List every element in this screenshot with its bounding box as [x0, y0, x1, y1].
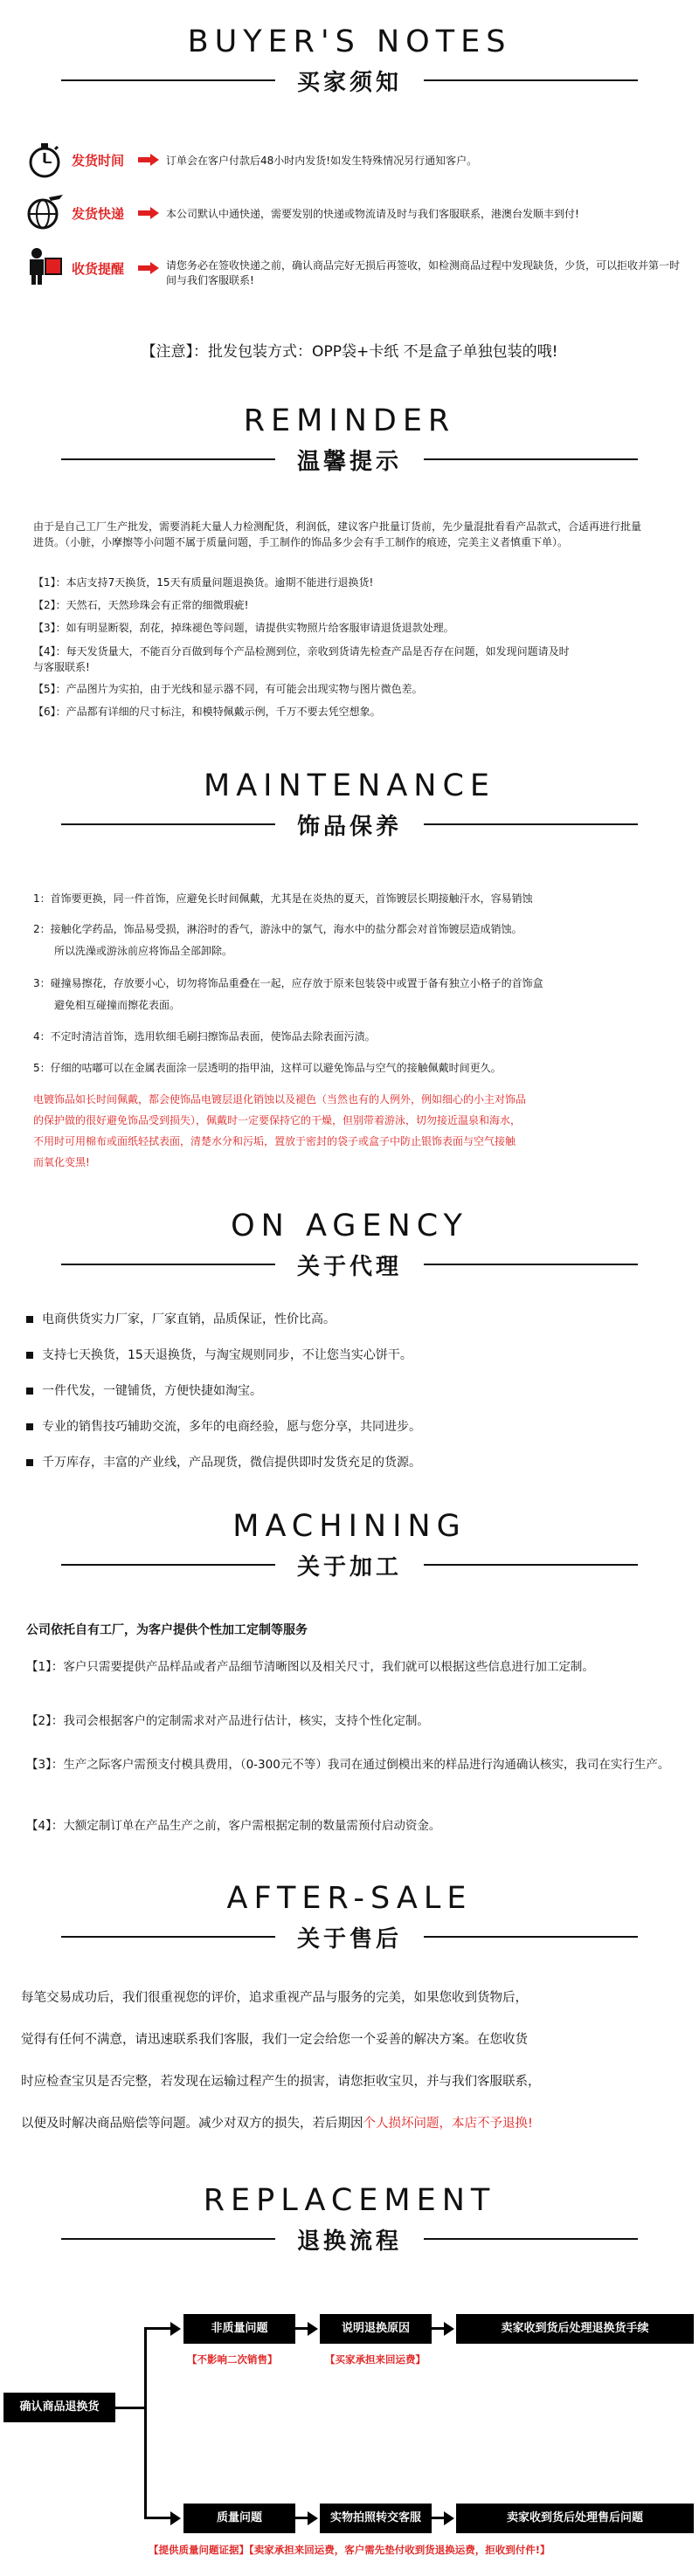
flow-seller-after-sale-box: 卖家收到货后处理售后问题	[456, 2504, 694, 2533]
notes-label-1: 发货时间	[72, 153, 125, 169]
agency-item-4: 专业的销售技巧辅助交流，多年的电商经验，愿与您分享，共同进步。	[26, 1417, 421, 1435]
replacement-cn-title: 退换流程	[0, 2223, 699, 2253]
maintenance-en-title: MAINTENANCE	[204, 768, 495, 803]
after-sale-line-3: 时应检查宝贝是否完整，若发现在运输过程产生的损害，请您拒收宝贝，并与我们客服联系，	[21, 2075, 541, 2089]
notes-text-3: 请您务必在签收快递之前，确认商品完好无损后再签收，如检测商品过程中发现缺货，少货，可以拒收并第一时间与我们客服联系!	[166, 259, 681, 286]
machining-item-2: 【2】：我司会根据客户的定制需求对产品进行估计，核实，支持个性化定制。	[26, 1714, 429, 1728]
reminder-item-3: 【3】：如有明显断裂，刮花，掉珠褪色等问题，请提供实物照片给客服审请退货退款处理。	[33, 622, 454, 634]
delivery-person-icon	[24, 246, 65, 286]
reminder-item-5: 【5】：产品图片为实拍，由于光线和显示器不同，有可能会出现实物与图片微色差。	[33, 683, 423, 695]
after-sale-cn-title: 关于售后	[0, 1921, 699, 1951]
maintenance-red-note-2: 的保护做的很好避免饰品受到损失），佩戴时一定要保持它的干燥，但别带着游泳，切勿接近温泉和海水，	[33, 1114, 522, 1126]
flow-seller-return-box: 卖家收到货后处理退换货手续	[456, 2314, 694, 2344]
reminder-item-6: 【6】：产品都有详细的尺寸标注，和模特佩戴示例，千万不要去凭空想象。	[33, 706, 381, 718]
replacement-en-title: REPLACEMENT	[203, 2183, 496, 2218]
reminder-item-2: 【2】：天然石，天然珍珠会有正常的细微瑕疵!	[33, 599, 249, 611]
flow-note-quality: 【提供质量问题证据】【卖家承担来回运费，客户需先垫付收到货退换运费，拒收到付件!】	[149, 2544, 550, 2556]
maintenance-item-4: 4：不定时清洁首饰，选用软细毛刷扫擦饰品表面，使饰品去除表面污渍。	[33, 1030, 376, 1043]
machining-item-3: 【3】：生产之际客户需预支付模具费用，（0-300元不等）我司在通过倒模出来的样品进行沟通确认核实，我司在实行生产。	[26, 1758, 670, 1772]
agency-cn-title: 关于代理	[0, 1249, 699, 1278]
flow-quality-box: 质量问题	[183, 2504, 295, 2533]
agency-item-1: 电商供货实力厂家，厂家直销，品质保证，性价比高。	[26, 1310, 336, 1327]
buyers-notes-cn-title: 买家须知	[0, 65, 699, 94]
after-sale-en-title: AFTER-SALE	[226, 1881, 473, 1916]
agency-item-2: 支持七天换货，15天退换货，与淘宝规则同步，不让您当实心饼干。	[26, 1346, 412, 1363]
buyers-notes-en-title: BUYER'S NOTES	[187, 24, 512, 59]
reminder-en-title: REMINDER	[243, 403, 456, 438]
agency-en-title: ON AGENCY	[231, 1209, 468, 1243]
machining-cn-title: 关于加工	[0, 1549, 699, 1579]
maintenance-item-5: 5：仔细的咕嘟可以在金属表面涂一层透明的指甲油，这样可以避免饰品与空气的接触佩戴时间更久。	[33, 1062, 502, 1074]
flow-non-quality-box: 非质量问题	[183, 2314, 295, 2344]
agency-item-3: 一件代发，一键铺货，方便快捷如淘宝。	[26, 1381, 262, 1399]
notes-label-3: 收货提醒	[72, 261, 125, 277]
flow-start-box: 确认商品退换货	[3, 2393, 115, 2422]
maintenance-item-1: 1：首饰要更换，同一件首饰，应避免长时间佩戴，尤其是在炎热的夏天，首饰镀层长期接触汗水，容易销蚀	[33, 892, 533, 905]
maintenance-red-note-1: 电镀饰品如长时间佩戴，都会使饰品电镀层退化销蚀以及褪色（当然也有的人例外，例如细心的小主对饰品	[33, 1093, 527, 1105]
flow-note-buyer-shipping: 【买家承担来回运费】	[325, 2353, 426, 2366]
stopwatch-icon	[24, 140, 65, 180]
after-sale-line-1: 每笔交易成功后，我们很重视您的评价，追求重视产品与服务的完美，如果您收到货物后，	[21, 1991, 528, 2005]
flow-explain-reason-box: 说明退换原因	[320, 2314, 432, 2344]
flow-note-resale: 【不影响二次销售】	[187, 2353, 278, 2366]
machining-item-4: 【4】：大额定制订单在产品生产之前，客户需根据定制的数量需预付启动资金。	[26, 1819, 441, 1833]
flow-photo-box: 实物拍照转交客服	[320, 2504, 432, 2533]
reminder-intro: 由于是自己工厂生产批发，需要消耗大量人力检测配货，利润低，建议客户批量订货前，先少量混批看看产品款式，合适再进行批量进货。（小脏，小摩擦等小问题不属于质量问题，手工制作的饰品多少会有手工制作的痕迹，完美主义者慎重下单）。	[33, 520, 642, 548]
after-sale-line-4: 以便及时解决商品赔偿等问题。减少对双方的损失，若后期因个人损坏问题，本店不予退换!	[21, 2117, 533, 2131]
machining-item-1: 【1】：客户只需要提供产品样品或者产品细节清晰图以及相关尺寸，我们就可以根据这些信息进行加工定制。	[26, 1660, 594, 1674]
notes-text-2: 本公司默认中通快递，需要发别的快递或物流请及时与我们客服联系，港澳台发顺丰到付!	[166, 208, 579, 220]
reminder-item-1: 【1】：本店支持7天换货，15天有质量问题退换货。逾期不能进行退换货!	[33, 576, 374, 589]
maintenance-red-note-3: 不用时可用棉布或面纸轻拭表面，清楚水分和污垢，置放于密封的袋子或盒子中防止银饰表面与空气接触	[33, 1135, 516, 1147]
maintenance-item-2b: 所以洗澡或游泳前应将饰品全部卸除。	[54, 945, 233, 957]
globe-plane-icon	[24, 192, 65, 232]
notes-label-2: 发货快递	[72, 206, 125, 222]
maintenance-cn-title: 饰品保养	[0, 809, 699, 838]
notes-text-1: 订单会在客户付款后48小时内发货!如发生特殊情况另行通知客户。	[166, 155, 478, 167]
agency-item-5: 千万库存，丰富的产业线，产品现货，微信提供即时发货充足的货源。	[26, 1453, 421, 1471]
reminder-cn-title: 温馨提示	[0, 444, 699, 473]
machining-intro: 公司依托自有工厂，为客户提供个性加工定制等服务	[26, 1623, 308, 1637]
maintenance-red-note-4: 而氧化变黑!	[33, 1156, 90, 1168]
reminder-item-4: 【4】：每天发货量大，不能百分百做到每个产品检测到位，亲收到货请先检查产品是否存在问题，如发现问题请及时与客服联系!	[33, 645, 570, 673]
maintenance-item-2: 2：接触化学药品，饰品易受损，淋浴时的香气，游泳中的氯气，海水中的盐分都会对首饰镀层造成销蚀。	[33, 923, 523, 935]
maintenance-item-3: 3：碰撞易擦花，存放要小心，切勿将饰品重叠在一起，应存放于原来包装袋中或置于备有独立小格子的首饰盒	[33, 977, 543, 989]
machining-en-title: MACHINING	[232, 1509, 467, 1544]
after-sale-line-2: 觉得有任何不满意，请迅速联系我们客服，我们一定会给您一个妥善的解决方案。在您收货	[21, 2033, 528, 2047]
packaging-notice: 【注意】：批发包装方式：OPP袋+卡纸 不是盒子单独包装的哦!	[141, 343, 558, 361]
maintenance-item-3b: 避免相互碰撞而擦花表面。	[54, 999, 181, 1011]
